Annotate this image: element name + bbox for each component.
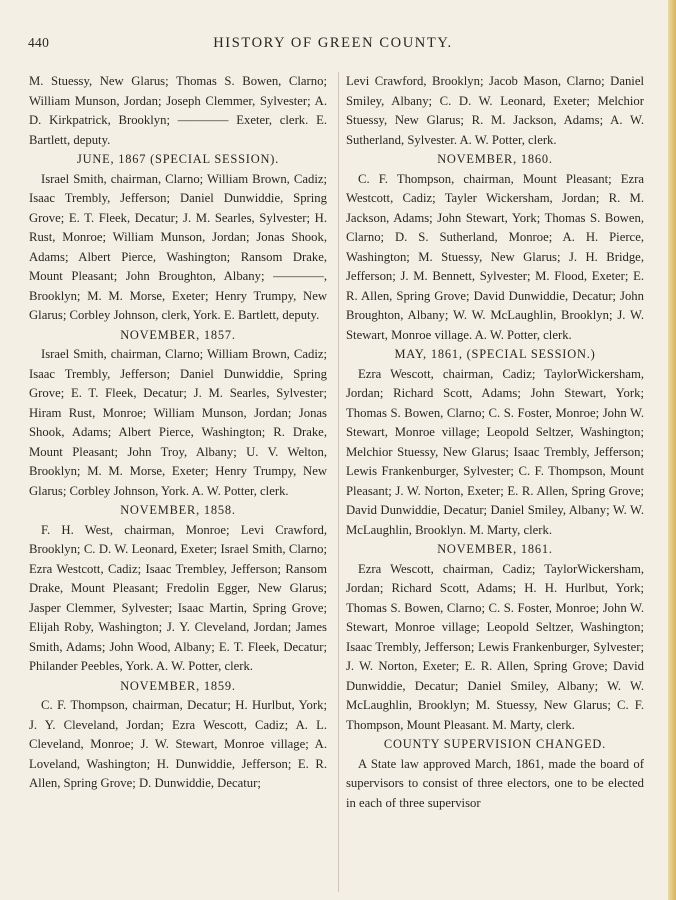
left-column	[29, 72, 327, 794]
paragraph: Israel Smith, chairman, Clarno; William Brown, Cadiz; Isaac Trembly, Jefferson; Daniel Dunwiddie, Spring Grove; E. T. Fleek, Decatur; J. M. Searles, Sylvester; Hiram Rust, Monroe; William Munson, Jordan; Jonas Shook, Adams; Albert Pierce, Washington; R. Drake, Mount Pleasant; John Troy, Albany; U. V. Welton, Brooklyn; M. M. Morse, Exeter; Henry Trumpy, New Glarus; Corbley Johnson, York. A. W. Potter, clerk.	[29, 347, 327, 498]
section-heading: NOVEMBER, 1858.	[120, 503, 236, 517]
paragraph: C. F. Thompson, chairman, Decatur; H. Hurlbut, York; J. Y. Cleveland, Jordan; Ezra Wescott, Cadiz; A. L. Cleveland, Monroe; J. W. Stewart, Monroe village; A. Loveland, Washington; H. Dunwiddie, Jefferson; E. R. Allen, Spring Grove; D. Dunwiddie, Decatur;	[29, 698, 327, 790]
paragraph: F. H. West, chairman, Monroe; Levi Crawford, Brooklyn; C. D. W. Leonard, Exeter; Israel Smith, Clarno; Ezra Westcott, Cadiz; Isaac Trembley, Jefferson; Ransom Drake, Mount Pleasant; Fredolin Egger, New Glarus; Jasper Clemmer, Sylvester; Isaac Martin, Spring Grove; Elijah Roby, Washington; J. Y. Cleveland, Jordan; James Smith, Adams; John Wood, Albany; E. T. Fleek, Decatur; Philander Peebles, York. A. W. Potter, clerk.	[29, 522, 327, 673]
section-heading: JUNE, 1867 (SPECIAL SESSION).	[76, 152, 280, 166]
section-heading: NOVEMBER, 1859.	[120, 678, 236, 693]
paragraph: Levi Crawford, Brooklyn; Jacob Mason, Clarno; Daniel Smiley, Albany; C. D. W. Leonard, Exeter; Melchior Stuessy, New Glarus; R. M. Jackson, Adams; A. W. Sutherland, Sylvester. A. W. Potter, clerk.	[346, 74, 644, 147]
running-title: HISTORY OF GREEN COUNTY.	[213, 35, 453, 51]
paragraph: Ezra Wescott, chairman, Cadiz; TaylorWickersham, Jordan; Richard Scott, Adams; H. H. Hurlbut, York; Thomas S. Bowen, Clarno; C. S. Foster, Monroe; John W. Stewart, Monroe village; Leopold Seltzer, Washington; Isaac Trembly, Jefferson; Lewis Frankenburger, Sylvester; J. W. Norton, Exeter; E. R. Allen, Spring Grove; David Dunwiddie, Decatur; Daniel Smiley, Albany; W. W. McLaughlin, Brooklyn; M. Stuessy, New Glarus; C. F. Thompson, Mount Pleasant. M. Marty, clerk.	[346, 561, 644, 732]
text-columns	[29, 72, 643, 892]
paragraph: M. Stuessy, New Glarus; Thomas S. Bowen, Clarno; William Munson, Jordan; Joseph Clemmer, Sylvester; A. D. Kirkpatrick, Brooklyn; ———— Exeter, clerk. E. Bartlett, deputy.	[29, 74, 327, 147]
section-heading: NOVEMBER, 1861.	[437, 542, 553, 556]
paragraph: Ezra Wescott, chairman, Cadiz; TaylorWickersham, Jordan; Richard Scott, Adams; John Stewart, York; Thomas S. Bowen, Clarno; C. S. Foster, Monroe; John W. Stewart, Monroe village; Leopold Seltzer, Washington; Melchior Stuessy, New Glarus; Isaac Trembly, Jefferson; Lewis Frankenburger, Sylvester; C. F. Thompson, Mount Pleasant; J. W. Norton, Exeter; E. R. Allen, Spring Grove; David Dunwiddie, Decatur; Daniel Smiley, Albany; W. W. McLaughlin, Brooklyn. M. Marty, clerk.	[346, 366, 644, 537]
paragraph: C. F. Thompson, chairman, Mount Pleasant; Ezra Westcott, Cadiz; Tayler Wickersham, Jordan; R. M. Jackson, Adams; John Stewart, York; Thomas S. Bowen, Clarno; D. S. Sutherland, Monroe; A. H. Pierce, Washington; M. Stuessy, New Glarus; J. H. Bridge, Jefferson; J. M. Bennett, Sylvester; M. Flood, Exeter; E. R. Allen, Spring Grove; David Dunwiddie, Decatur; John Broughton, Albany; W. W. McLaughlin, Brooklyn; J. W. Stewart, Monroe village. A. W. Potter, clerk.	[346, 171, 644, 342]
section-heading: NOVEMBER, 1857.	[120, 327, 236, 342]
section-heading: MAY, 1861, (SPECIAL SESSION.)	[394, 347, 596, 361]
column-divider	[338, 72, 339, 892]
page-header	[28, 35, 638, 55]
page-number: 440	[28, 35, 50, 50]
paragraph: Israel Smith, chairman, Clarno; William Brown, Cadiz; Isaac Trembly, Jefferson; Daniel Dunwiddie, Spring Grove; E. T. Fleek, Decatur; J. M. Searles, Sylvester; H. Rust, Monroe; William Munson, Jordan; Jonas Shook, Adams; Albert Pierce, Washington; Ransom Drake, Mount Pleasant; John Broughton, Albany; ————, Brooklyn; M. M. Morse, Exeter; Henry Trumpy, New Glarus; Corbley Johnson, clerk, York. E. Bartlett, deputy.	[29, 171, 327, 322]
section-heading: COUNTY SUPERVISION CHANGED.	[383, 737, 607, 751]
right-column	[346, 72, 644, 813]
section-heading: NOVEMBER, 1860.	[437, 152, 553, 166]
page-edge	[668, 0, 676, 900]
paragraph: A State law approved March, 1861, made the board of supervisors to consist of three electors, one to be elected in each of three supervisor	[346, 756, 644, 810]
